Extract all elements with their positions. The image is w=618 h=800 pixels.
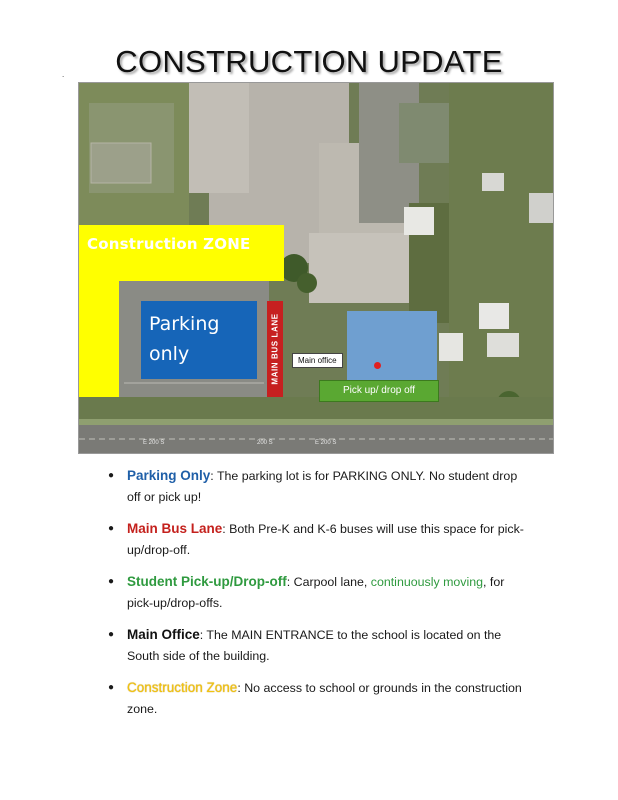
- page-title: CONSTRUCTION UPDATE: [115, 44, 503, 79]
- bullet-icon: ●: [108, 470, 115, 481]
- desc-student-pickup-before: : Carpool lane,: [286, 575, 371, 589]
- street-label: E 200 S: [315, 440, 337, 446]
- aerial-imagery: [79, 83, 553, 453]
- legend-list: [108, 465, 528, 730]
- desc-student-pickup-after: , for pick-up/drop-offs.: [127, 575, 505, 610]
- bullet-icon: ●: [108, 629, 115, 640]
- term-student-pickup: Student Pick-up/Drop-off: [127, 574, 287, 589]
- desc-construction-zone: : No access to school or grounds in the construction zone.: [127, 681, 522, 716]
- term-main-bus-lane: Main Bus Lane: [127, 521, 223, 536]
- street-label: 200 S: [257, 440, 273, 446]
- street-label: E 200 S: [143, 440, 165, 446]
- parking-label-line2: only: [149, 343, 190, 365]
- list-item-bus: [108, 518, 528, 561]
- list-item-zone: [108, 677, 528, 720]
- parking-only-box: [141, 301, 257, 379]
- aerial-map: [78, 82, 554, 454]
- desc-main-bus-lane: : Both Pre-K and K-6 buses will use this space for pick-up/drop-off.: [127, 522, 524, 557]
- term-construction-zone: Construction Zone: [127, 680, 238, 695]
- pickup-dropoff-label: Pick up/ drop off: [319, 380, 439, 402]
- desc-parking-only: : The parking lot is for PARKING ONLY. No student drop off or pick up!: [127, 469, 518, 504]
- parking-label-line1: Parking: [149, 313, 220, 335]
- bullet-icon: ●: [108, 682, 115, 693]
- list-item-office: [108, 624, 528, 667]
- main-office-label: Main office: [292, 353, 343, 368]
- desc-main-office: : The MAIN ENTRANCE to the school is located on the South side of the building.: [127, 628, 502, 663]
- location-pin-icon: [374, 362, 381, 369]
- desc-continuously-moving: continuously moving: [370, 575, 484, 589]
- bus-lane-label: MAIN BUS LANE: [270, 313, 280, 385]
- list-item-parking: [108, 465, 528, 508]
- bullet-icon: ●: [108, 576, 115, 587]
- term-parking-only: Parking Only: [127, 468, 211, 483]
- term-main-office: Main Office: [127, 627, 200, 642]
- bullet-icon: ●: [108, 523, 115, 534]
- stray-dot: .: [62, 70, 65, 79]
- construction-zone-label: Construction ZONE: [87, 235, 251, 253]
- list-item-pickup: [108, 571, 528, 614]
